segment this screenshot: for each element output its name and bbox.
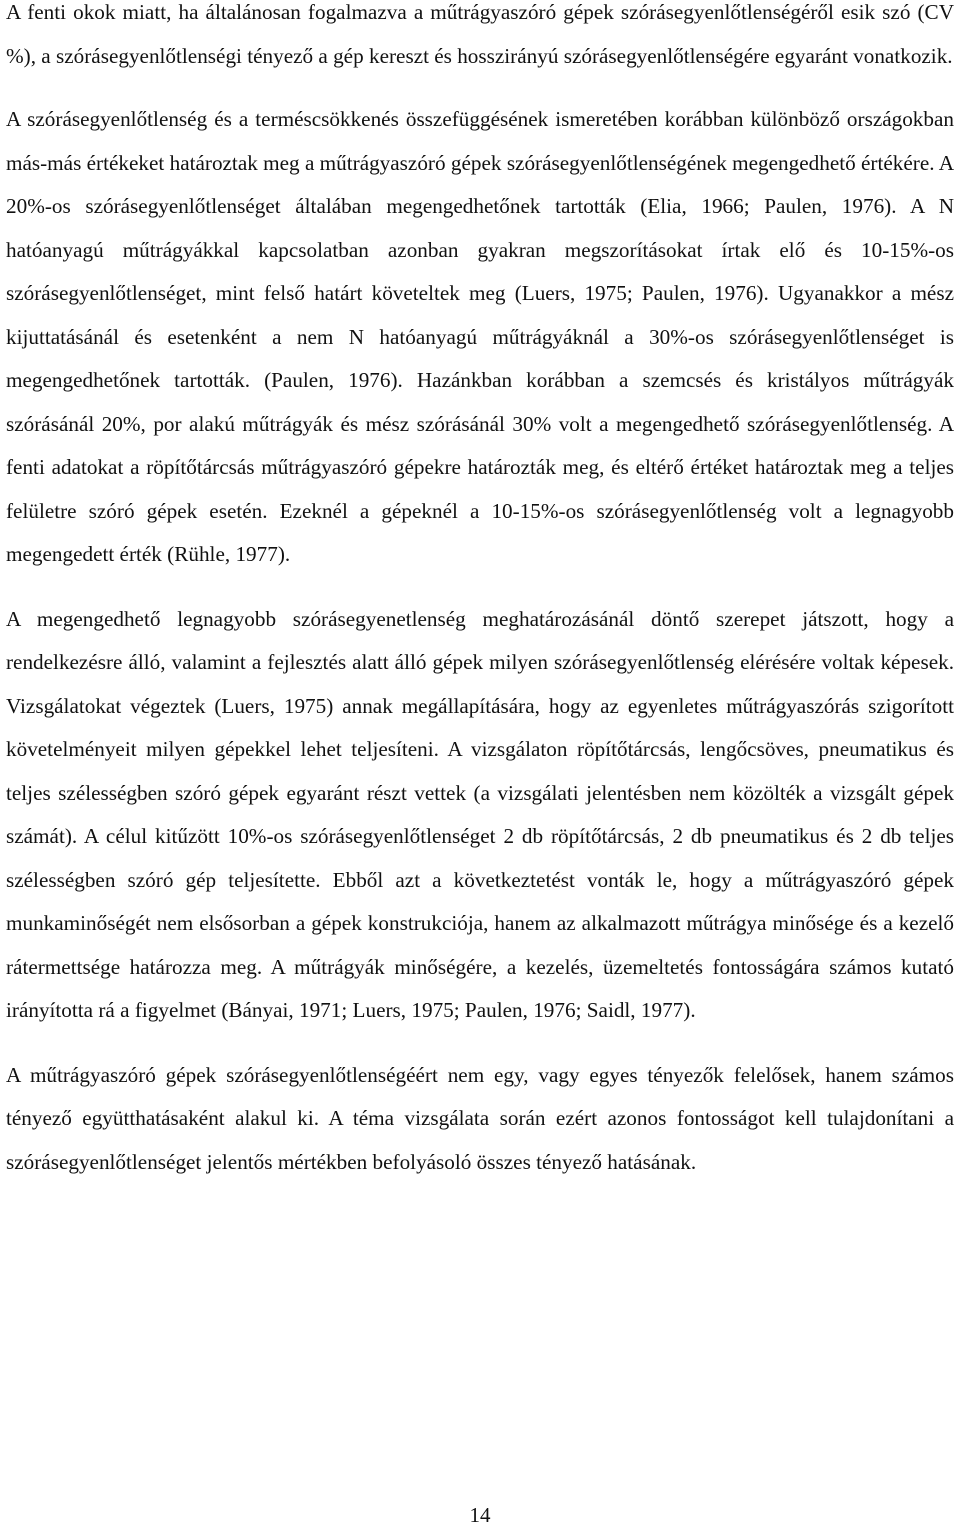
paragraph-1: A fenti okok miatt, ha általánosan fogalmazva a műtrágyaszóró gépek szórásegyenlőtlenségéről esik szó (CV %), a szórásegyenlőtlenségi tényező a gép kereszt és hosszirányú szórásegyenlőtlenségére egyaránt vonatkozik. (6, 0, 954, 68)
paragraph-4: A műtrágyaszóró gépek szórásegyenlőtlenségéért nem egy, vagy egyes tényezők felelősek, hanem számos tényező együtthatásaként alakul ki. A téma vizsgálata során ezért azonos fontosságot kell tulajdonítani a szórásegyenlőtlenséget jelentős mértékben befolyásoló összes tényező hatásának. (6, 1062, 954, 1174)
paragraph-3: A megengedhető legnagyobb szórásegyenetlenség meghatározásánál döntő szerepet játszott, hogy a rendelkezésre álló, valamint a fejlesztés alatt álló gépek milyen szórásegyenlőtlenség elérésére voltak képesek. Vizsgálatokat végeztek (Luers, 1975) annak megállapítására, hogy az egyenletes műtrágyaszórás szigorított követelményeit milyen gépekkel lehet teljesíteni. A vizsgálaton röpítőtárcsás, lengőcsöves, pneumatikus és teljes szélességben szóró gépek egyaránt részt vettek (a vizsgálati jelentésben nem közölték a vizsgált gépek számát). A célul kitűzött 10%-os szórásegyenlőtlenséget 2 db röpítőtárcsás, 2 db pneumatikus és 2 db teljes szélességben szóró gép teljesítette. Ebből azt a következtetést vonták le, hogy a műtrágyaszóró gépek munkaminőségét nem elsősorban a gépek konstrukciója, hanem az alkalmazott műtrágya minősége és a kezelő rátermettsége határozza meg. A műtrágyák minőségére, a kezelés, üzemeltetés fontosságára számos kutató irányította rá a figyelmet (Bányai, 1971; Luers, 1975; Paulen, 1976; Saidl, 1977). (6, 606, 954, 1022)
document-page (6, 0, 954, 1184)
page-number: 14 (469, 1503, 491, 1527)
paragraph-2: A szórásegyenlőtlenség és a terméscsökkenés összefüggésének ismeretében korábban különböző országokban más-más értékeket határoztak meg a műtrágyaszóró gépek szórásegyenlőtlenségének megengedhető értékére. A 20%-os szórásegyenlőtlenséget általában megengedhetőnek tartották (Elia, 1966; Paulen, 1976). A N hatóanyagú műtrágyákkal kapcsolatban azonban gyakran megszorításokat írtak elő és 10-15%-os szórásegyenlőtlenséget, mint felső határt követeltek meg (Luers, 1975; Paulen, 1976). Ugyanakkor a mész kijuttatásánál és esetenként a nem N hatóanyagú műtrágyáknál a 30%-os szórásegyenlőtlenséget is megengedhetőnek tartották. (Paulen, 1976). Hazánkban korábban a szemcsés és kristályos műtrágyák szórásánál 20%, por alakú műtrágyák és mész szórásánál 30% volt a megengedhető szórásegyenlőtlenség. A fenti adatokat a röpítőtárcsás műtrágyaszóró gépekre határozták meg, és eltérő értéket határoztak meg a teljes felületre szóró gépek esetén. Ezeknél a gépeknél a 10-15%-os szórásegyenlőtlenség volt a legnagyobb megengedett érték (Rühle, 1977). (6, 107, 954, 566)
